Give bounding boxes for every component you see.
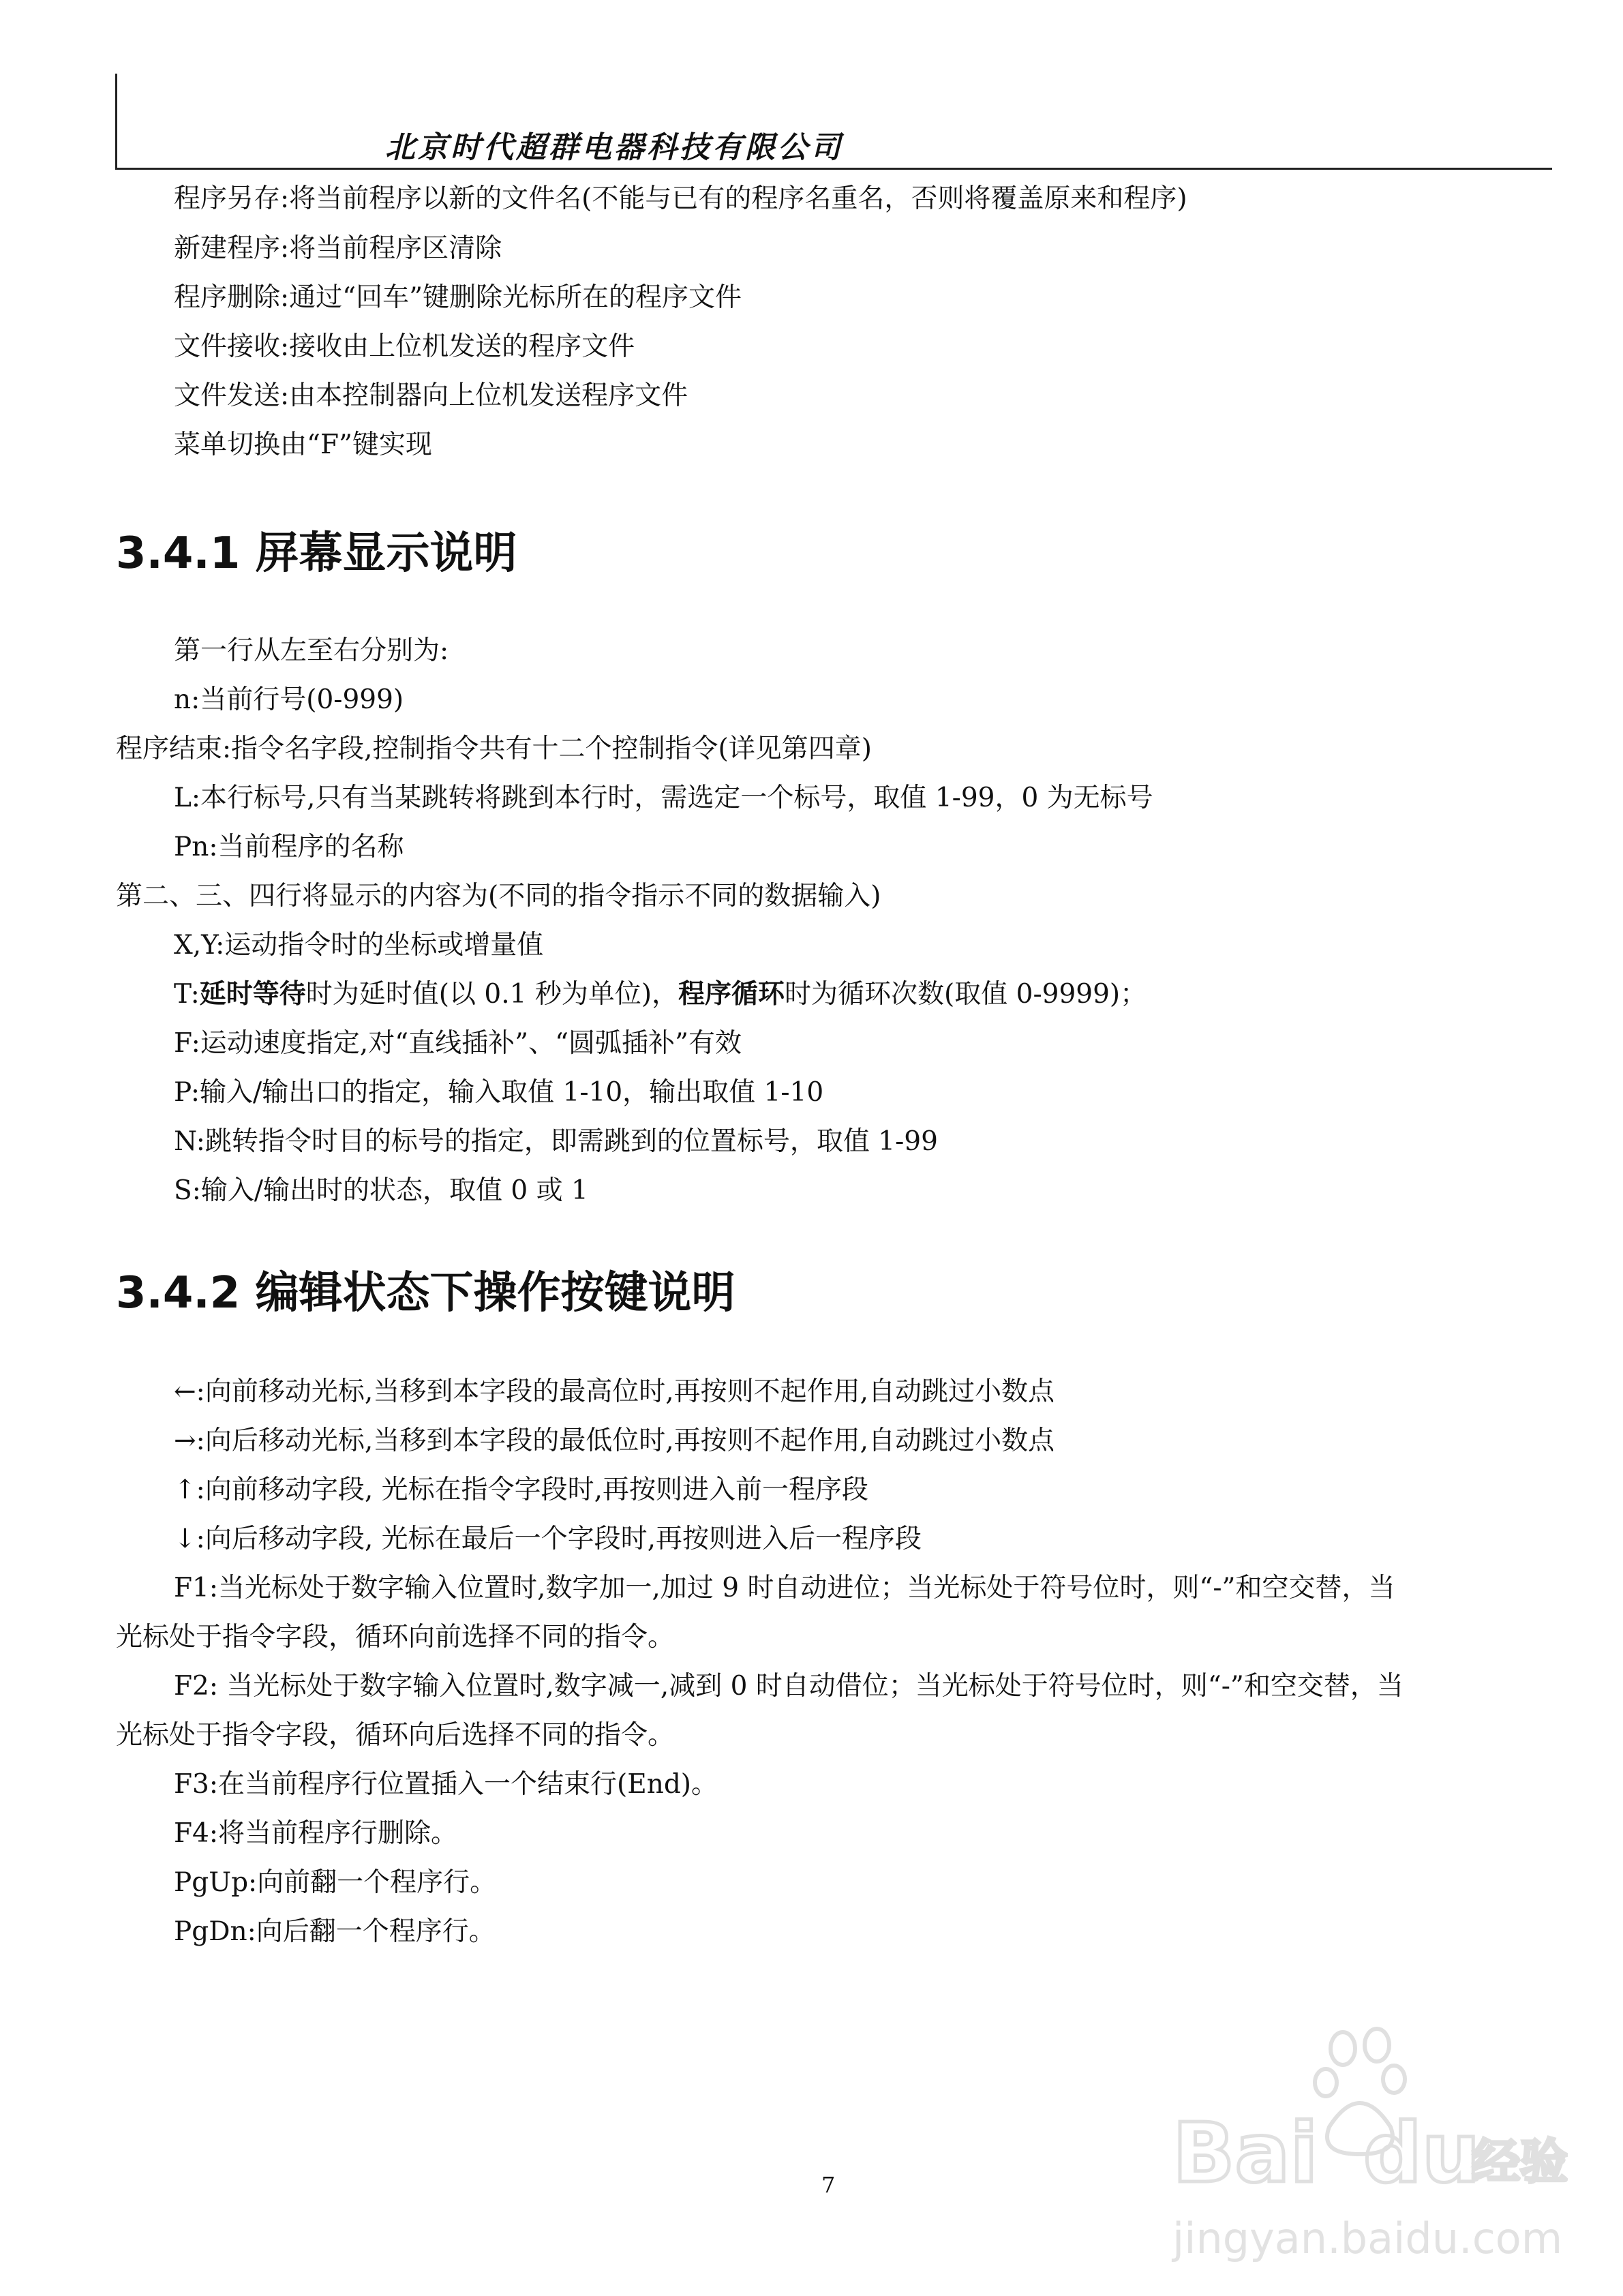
- header-horizontal-rule: [115, 168, 1552, 170]
- text-line: n:当前行号(0-999): [174, 684, 404, 715]
- text-line: S:输入/输出时的状态，取值 0 或 1: [174, 1175, 588, 1206]
- header-vertical-rule: [115, 74, 117, 169]
- text-line: L:本行标号,只有当某跳转将跳到本行时，需选定一个标号，取值 1-99，0 为无标号: [174, 783, 1153, 813]
- text-fragment: 时为延时值(以 0.1 秒为单位)，: [305, 979, 679, 1010]
- key-desc-f1: F1:当光标处于数字输入位置时,数字加一,加过 9 时自动进位；当光标处于符号位时，则“-”和空交替，当: [174, 1573, 1395, 1603]
- svg-text:经验: 经验: [1472, 2134, 1568, 2190]
- section-heading-3-4-1: 3.4.1 屏幕显示说明: [116, 528, 517, 579]
- text-line: Pn:当前程序的名称: [174, 832, 404, 862]
- bold-term: 延时等待: [199, 979, 306, 1010]
- key-desc-left-arrow: ←:向前移动光标,当移到本字段的最高位时,再按则不起作用,自动跳过小数点: [174, 1376, 1055, 1407]
- text-line: N:跳转指令时目的标号的指定，即需跳到的位置标号，取值 1-99: [174, 1126, 938, 1157]
- key-desc-f2-cont: 光标处于指令字段，循环向后选择不同的指令。: [116, 1720, 675, 1751]
- page-number: 7: [821, 2172, 836, 2198]
- key-desc-down-arrow: ↓:向后移动字段, 光标在最后一个字段时,再按则进入后一程序段: [174, 1524, 922, 1554]
- text-line: 程序删除:通过“回车”键删除光标所在的程序文件: [174, 282, 742, 313]
- bold-term: 程序循环: [678, 979, 785, 1010]
- text-line: 程序结束:指令名字段,控制指令共有十二个控制指令(详见第四章): [116, 734, 872, 764]
- key-desc-up-arrow: ↑:向前移动字段, 光标在指令字段时,再按则进入前一程序段: [174, 1475, 869, 1505]
- key-desc-f4: F4:将当前程序行删除。: [174, 1818, 458, 1849]
- text-line: 文件接收:接收由上位机发送的程序文件: [174, 331, 635, 362]
- baidu-jingyan-watermark: [1159, 2008, 1568, 2267]
- text-fragment: 时为循环次数(取值 0-9999)；: [785, 979, 1147, 1010]
- section-heading-3-4-2: 3.4.2 编辑状态下操作按键说明: [116, 1268, 735, 1318]
- key-desc-right-arrow: →:向后移动光标,当移到本字段的最低位时,再按则不起作用,自动跳过小数点: [174, 1425, 1055, 1456]
- text-line: P:输入/输出口的指定，输入取值 1-10，输出取值 1-10: [174, 1077, 824, 1108]
- key-desc-f1-cont: 光标处于指令字段，循环向前选择不同的指令。: [116, 1622, 675, 1652]
- text-line: 第一行从左至右分别为:: [174, 635, 449, 666]
- text-line: 文件发送:由本控制器向上位机发送程序文件: [174, 380, 688, 411]
- key-desc-pgdn: PgDn:向后翻一个程序行。: [174, 1916, 496, 1947]
- text-line: 菜单切换由“F”键实现: [174, 429, 432, 460]
- t-parameter-line: [174, 981, 1147, 1008]
- text-fragment: T:: [174, 979, 200, 1010]
- company-name: 北京时代超群电器科技有限公司: [385, 130, 843, 165]
- text-line: 第二、三、四行将显示的内容为(不同的指令指示不同的数据输入): [116, 881, 881, 911]
- svg-text:jingyan.baidu.com: jingyan.baidu.com: [1172, 2214, 1563, 2263]
- svg-text:Bai: Bai: [1172, 2106, 1318, 2201]
- svg-text:du: du: [1363, 2106, 1481, 2201]
- key-desc-f2: F2: 当光标处于数字输入位置时,数字减一,减到 0 时自动借位；当光标处于符号位时，则“-”和空交替，当: [174, 1671, 1404, 1702]
- text-line: X,Y:运动指令时的坐标或增量值: [174, 930, 544, 961]
- key-desc-f3: F3:在当前程序行位置插入一个结束行(End)。: [174, 1769, 718, 1800]
- key-desc-pgup: PgUp:向前翻一个程序行。: [174, 1867, 497, 1898]
- text-line: 新建程序:将当前程序区清除: [174, 233, 502, 264]
- text-line: F:运动速度指定,对“直线插补”、“圆弧插补”有效: [174, 1028, 742, 1059]
- text-line: 程序另存:将当前程序以新的文件名(不能与已有的程序名重名，否则将覆盖原来和程序): [174, 183, 1187, 214]
